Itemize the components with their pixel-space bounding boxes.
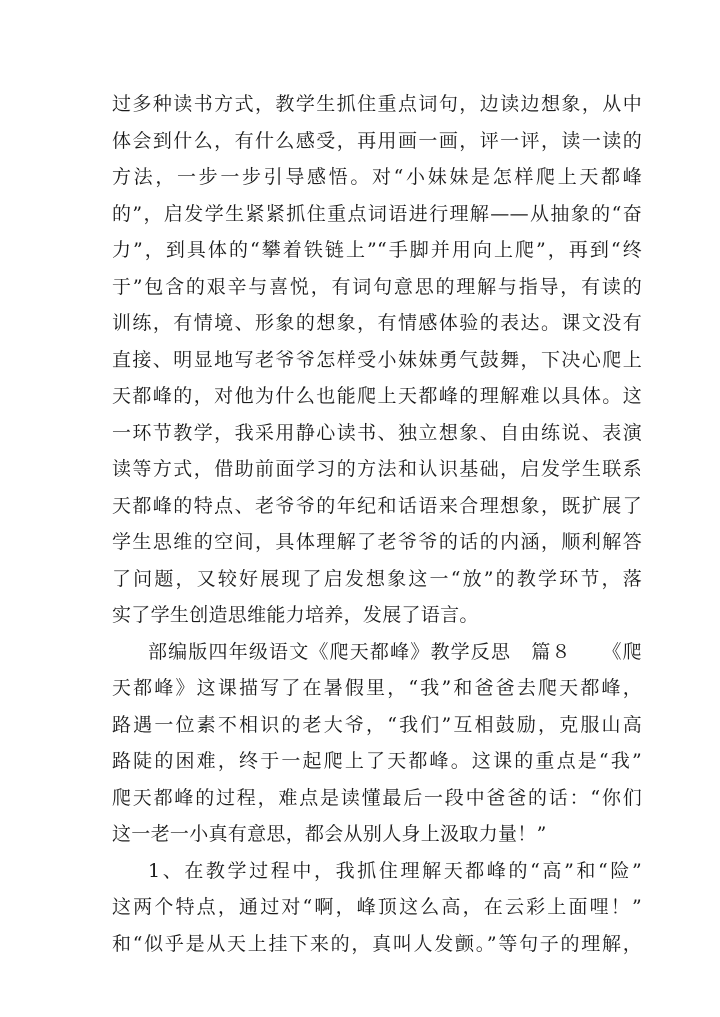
text-line: 训练，有情境、形象的想象，有情感体验的表达。课文没有	[112, 312, 642, 334]
text-line: 路遇一位素不相识的老大爷，“我们”互相鼓励，克服山高	[112, 713, 642, 736]
text-line: 力”，到具体的“攀着铁链上”“手脚并用向上爬”，再到“终	[112, 239, 642, 261]
text-line: 1、在教学过程中，我抓住理解天都峰的“高”和“险”	[148, 859, 642, 882]
text-line: 和“似乎是从天上挂下来的，真叫人发颤。”等句子的理解，	[112, 932, 642, 955]
text-line: 学生思维的空间，具体理解了老爷爷的话的内涵，顺利解答	[112, 531, 642, 553]
text-line: 过多种读书方式，教学生抓住重点词句，边读边想象，从中	[112, 93, 642, 115]
text-line: 方法，一步一步引导感悟。对“小妹妹是怎样爬上天都峰	[112, 166, 642, 188]
text-line: 这一老一小真有意思，都会从别人身上汲取力量！”	[112, 823, 547, 845]
text-line: 爬天都峰的过程，难点是读懂最后一段中爸爸的话：“你们	[112, 786, 642, 809]
text-line: 天都峰的特点、老爷爷的年纪和话语来合理想象，既扩展了	[112, 494, 642, 517]
text-line: 于”包含的艰辛与喜悦，有词句意思的理解与指导，有读的	[112, 275, 642, 298]
text-line: 天都峰的，对他为什么也能爬上天都峰的理解难以具体。这	[112, 385, 642, 407]
text-line: 体会到什么，有什么感受，再用画一画，评一评，读一读的	[112, 129, 642, 152]
text-line: 实了学生创造思维能力培养，发展了语言。	[112, 604, 479, 626]
text-line: 一环节教学，我采用静心读书、独立想象、自由练说、表演	[112, 421, 642, 444]
text-line: 读等方式，借助前面学习的方法和认识基础，启发学生联系	[112, 458, 642, 480]
text-line: 路陡的困难，终于一起爬上了天都峰。这课的重点是“我”	[112, 750, 642, 772]
text-line: 直接、明显地写老爷爷怎样受小妹妹勇气鼓舞，下决心爬上	[112, 348, 642, 371]
text-line: 这两个特点，通过对“啊，峰顶这么高，在云彩上面哩！”	[112, 896, 642, 918]
text-line-heading: 部编版四年级语文《爬天都峰》教学反思 篇８ 《爬	[148, 640, 642, 663]
text-line: 天都峰》这课描写了在暑假里，“我”和爸爸去爬天都峰，	[112, 677, 642, 699]
text-line: 的”，启发学生紧紧抓住重点词语进行理解——从抽象的“奋	[112, 202, 642, 225]
document-body	[112, 86, 642, 962]
text-line: 了问题，又较好展现了启发想象这一“放”的教学环节，落	[112, 567, 642, 590]
